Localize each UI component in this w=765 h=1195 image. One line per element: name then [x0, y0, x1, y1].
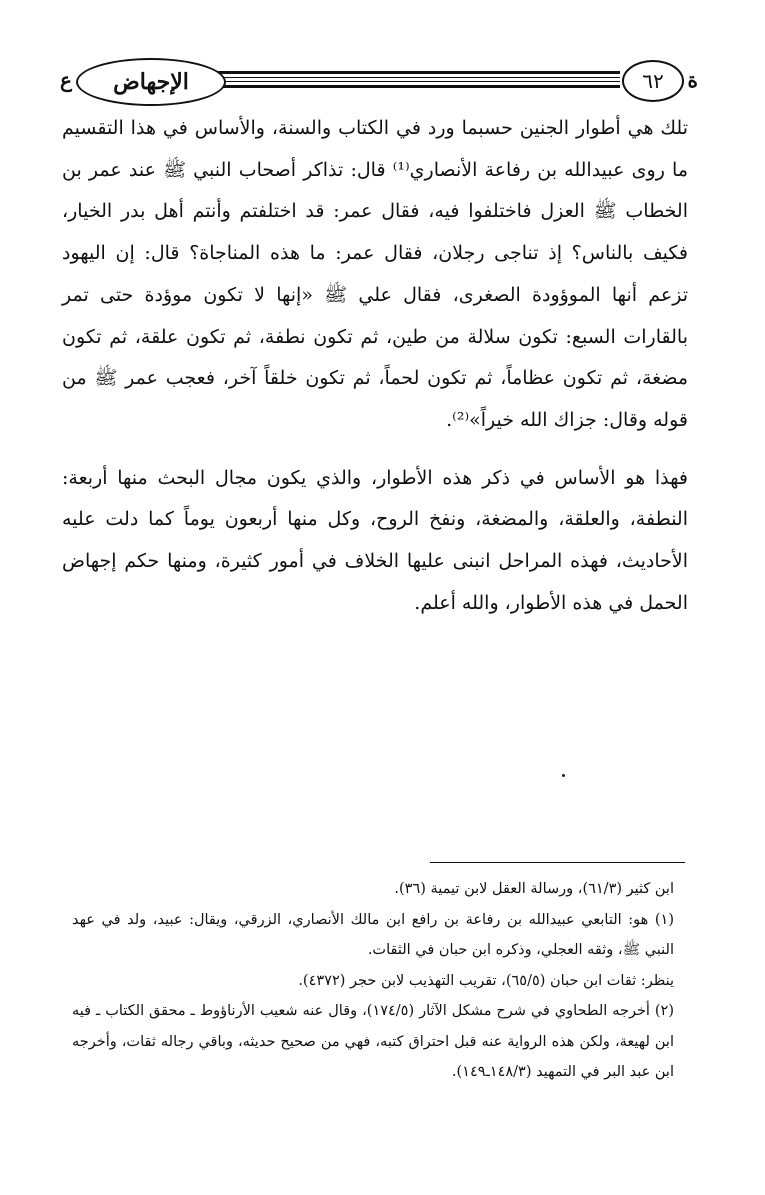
- header-rule: [210, 77, 620, 78]
- page-number-text: ٦٢: [642, 69, 664, 93]
- page-header: [60, 58, 698, 112]
- footnote-2: (٢) أخرجه الطحاوي في شرح مشكل الآثار (١٧٤/٥)، وقال عنه شعيب الأرناؤوط ـ محقق الكتاب ـ فيه ابن لهيعة، ولكن هذه الرواية عنه قبل احتراق كتبه، فهي من صحيح حديثه، وباقي رجاله ثقات، وأخرجه ابن عبد البر في التمهيد (١٤٨/٣ـ١٤٩).: [72, 1003, 675, 1080]
- header-rules: [210, 71, 620, 91]
- running-title-text: الإجهاض: [113, 69, 189, 95]
- header-rule: [210, 85, 620, 88]
- header-ornament-right: ﺓ: [687, 68, 698, 92]
- footnote-continuation: ابن كثير (٦١/٣)، ورسالة العقل لابن تيمية (٣٦).: [394, 881, 674, 897]
- body-paragraph: فهذا هو الأساس في ذكر هذه الأطوار، والذي يكون مجال البحث منها أربعة: النطفة، والعلقة، والمضغة، ونفخ الروح، وكل منها أربعون يوماً كما دلت عليه الأحاديث، فهذه المراحل انبنى عليها الخلاف في أمور كثيرة، ومنها حكم إجهاض الحمل في هذه الأطوار، والله أعلم.: [62, 466, 688, 614]
- footnote-1-reference: ينظر: ثقات ابن حبان (٦٥/٥)، تقريب التهذيب لابن حجر (٤٣٧٢).: [298, 972, 674, 989]
- header-rule: [210, 81, 620, 82]
- footnote-1: (١) هو: التابعي عبيدالله بن رفاعة بن رافع ابن مالك الأنصاري، الزرقي، ويقال: عبيد، ولد في عهد النبي ﷺ، وثقه العجلي، وذكره ابن حبان في الثقات.: [72, 911, 674, 958]
- page-number: [622, 60, 684, 102]
- body-paragraph: تلك هي أطوار الجنين حسبما ورد في الكتاب والسنة، والأساس في هذا التقسيم ما روى عبيدالله بن رفاعة الأنصاري⁽¹⁾ قال: تذاكر أصحاب النبي ﷺ عند عمر بن الخطاب ﷺ العزل فاختلفوا فيه، فقال عمر: قد اختلفتم وأنتم أهل بدر الخيار، فكيف بالناس؟ إذ تناجى رجلان، فقال عمر: ما هذه المناجاة؟ قال: إن اليهود تزعم أنها الموؤودة الصغرى، فقال علي ﷺ «إنها لا تكون موؤدة حتى تمر بالقارات السبع: تكون سلالة من طين، ثم تكون نطفة، ثم تكون علقة، ثم تكون مضغة، ثم تكون عظاماً، ثم تكون لحماً، ثم تكون خلقاً آخر، فعجب عمر ﷺ من قوله وقال: جزاك الله خيراً»⁽²⁾.: [62, 117, 688, 431]
- running-title: [76, 58, 226, 106]
- footnote-separator: [430, 862, 685, 863]
- header-rule: [210, 71, 620, 74]
- footnotes: [72, 874, 674, 1088]
- main-text: [62, 108, 688, 624]
- header-ornament-left: ﻉ: [60, 68, 72, 92]
- stray-dot: [562, 774, 565, 777]
